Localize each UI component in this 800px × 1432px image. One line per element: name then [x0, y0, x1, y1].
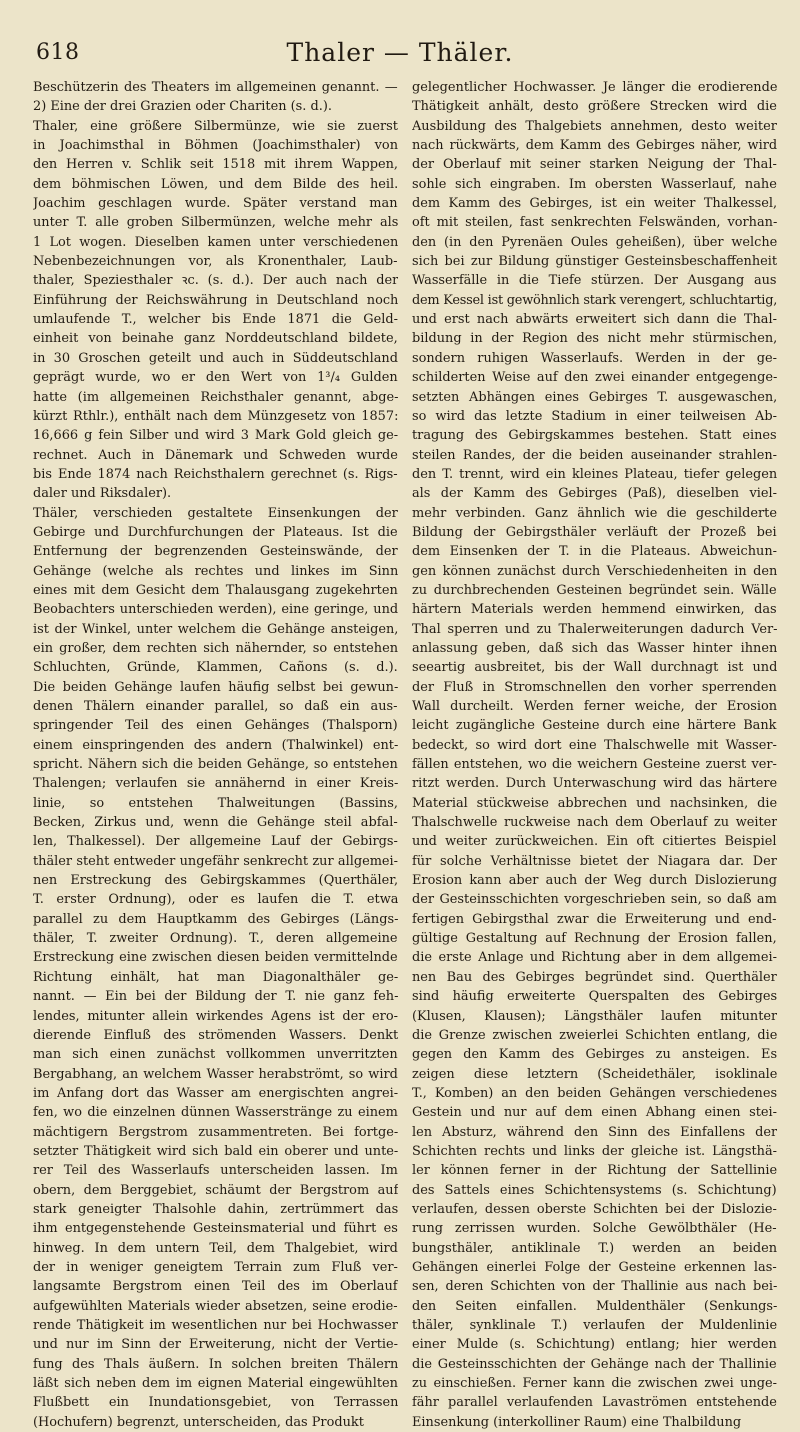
- text-line: thaler, Speziesthaler ꝛc. (s. d.). Der auch nach der: [33, 273, 398, 289]
- text-line: Thalengen; verlaufen sie annähernd in einer Kreis-: [33, 776, 398, 792]
- text-line: Bildung der Gebirgsthäler verläuft der Prozeß bei: [412, 524, 777, 540]
- text-line: sondern ruhigen Wasserlaufs. Werden in der ge-: [412, 350, 777, 366]
- text-line: daler und Riksdaler).: [33, 486, 172, 502]
- text-line: bildung in der Region des nicht mehr stürmischen,: [412, 331, 777, 347]
- text-line: sind häufig erweiterte Querspalten des Gebirges: [412, 989, 777, 1005]
- text-line: die erste Anlage und Richtung aber in dem allgemei-: [412, 950, 777, 966]
- text-line: Beschützerin des Theaters im allgemeinen genannt. —: [33, 80, 398, 95]
- text-line: rende Thätigkeit im wesentlichen nur bei Hochwasser: [33, 1318, 398, 1333]
- text-line: rer Teil des Wasserlaufs unterscheiden lassen. Im: [33, 1163, 398, 1179]
- text-line: nen Erstreckung des Gebirgskammes (Querthäler,: [33, 873, 398, 889]
- text-line: gegen den Kamm des Gebirges zu ansteigen. Es: [412, 1047, 777, 1063]
- text-line: gen können zunächst durch Verschiedenheiten in den: [412, 563, 777, 579]
- text-line: Thal sperren und zu Thalerweiterungen dadurch Ver-: [412, 621, 777, 637]
- text-line: und weiter zurückweichen. Ein oft citiertes Beispiel: [412, 834, 777, 850]
- text-line: nach rückwärts, dem Kamm des Gebirges näher, wird: [412, 138, 777, 154]
- text-line: setzten Abhängen eines Gebirges T. ausgewaschen,: [412, 389, 777, 405]
- text-line: Bergabhang, an welchem Wasser herabströmt, so wird: [33, 1066, 398, 1082]
- text-line: Thätigkeit anhält, desto größere Strecken wird die: [412, 99, 777, 115]
- text-line: ler können ferner in der Richtung der Sattellinie: [412, 1163, 777, 1179]
- text-line: härtern Materials werden hemmend einwirken, das: [412, 602, 777, 618]
- text-line: (Hochufern) begrenzt, unterscheiden, das Produkt: [33, 1414, 364, 1430]
- text-line: thäler, synklinale T.) verlaufen der Muldenlinie: [412, 1318, 777, 1333]
- text-line: Gehängen einerlei Folge der Gesteine erkennen las-: [412, 1259, 777, 1275]
- text-line: Schichten rechts und links der gleiche ist. Längsthä-: [412, 1143, 777, 1159]
- text-line: einheit von beinahe ganz Norddeutschland bildete,: [33, 331, 398, 347]
- text-line: zu durchbrechenden Gesteinen begründet sein. Wälle: [412, 582, 777, 598]
- text-line: fähr parallel verlaufenden Lavaströmen entstehende: [412, 1395, 777, 1411]
- text-line: mehr verbinden. Ganz ähnlich wie die geschilderte: [412, 505, 777, 521]
- text-line: 1 Lot wogen. Dieselben kamen unter verschiedenen: [33, 234, 398, 250]
- text-line: geprägt wurde, wo er den Wert von 1³/₄ Gulden: [33, 370, 398, 386]
- text-line: Entfernung der begrenzenden Gesteinswände, der: [33, 544, 398, 560]
- text-line: eines mit dem Gesicht dem Thalausgang zugekehrten: [33, 582, 398, 598]
- text-line: gültige Gestaltung auf Rechnung der Erosion fallen,: [412, 931, 777, 947]
- text-line: mächtigern Bergstrom zusammentreten. Bei fortge-: [33, 1124, 398, 1140]
- text-line: für solche Verhältnisse bietet der Niagara dar. Der: [412, 853, 777, 869]
- text-line: bedeckt, so wird dort eine Thalschwelle mit Wasser-: [412, 737, 777, 753]
- text-line: Joachim geschlagen wurde. Später verstand man: [33, 196, 398, 212]
- text-line: ist der Winkel, unter welchem die Gehänge ansteigen,: [33, 621, 398, 637]
- text-line: steilen Randes, der die beiden auseinander strahlen-: [412, 447, 777, 463]
- text-line: rechnet. Auch in Dänemark und Schweden wurde: [33, 447, 398, 463]
- text-line: umlaufende T., welcher bis Ende 1871 die Geld-: [33, 312, 398, 328]
- text-line: stark geneigter Thalsohle dahin, zertrümmert das: [33, 1201, 398, 1217]
- text-line: linie, so entstehen Thalweitungen (Bassins,: [33, 795, 398, 811]
- text-line: einem einspringenden des andern (Thalwinkel) ent-: [33, 737, 398, 753]
- text-line: dem böhmischen Löwen, und dem Bilde des heil.: [33, 176, 398, 192]
- text-line: als der Kamm des Gebirges (Paß), dieselben viel-: [412, 486, 777, 502]
- text-line: den (in den Pyrenäen Oules geheißen), über welche: [412, 234, 777, 250]
- text-line: der Gesteinsschichten vorgeschrieben sein, so daß am: [412, 892, 777, 908]
- text-line: so wird das letzte Stadium in einer teilweisen Ab-: [412, 408, 777, 424]
- text-line: sohle sich eingraben. Im obersten Wasserlauf, nahe: [412, 176, 777, 192]
- text-line: thäler, T. zweiter Ordnung). T., deren allgemeine: [33, 931, 398, 947]
- text-line: leicht zugängliche Gesteine durch eine härtere Bank: [412, 718, 777, 734]
- text-line: der Fluß in Stromschnellen den vorher sperrenden: [412, 679, 777, 695]
- text-line: dierende Einfluß des strömenden Wassers. Denkt: [33, 1027, 398, 1043]
- text-line: Die beiden Gehänge laufen häufig selbst bei gewun-: [33, 679, 398, 695]
- text-line: obern, dem Berggebiet, schäumt der Bergstrom auf: [33, 1182, 398, 1198]
- text-line: parallel zu dem Hauptkamm des Gebirges (Längs-: [33, 911, 398, 927]
- text-line: des Sattels eines Schichtensystems (s. Schichtung): [412, 1182, 777, 1198]
- text-line: T., Komben) an den beiden Gehängen verschiedenes: [412, 1085, 777, 1101]
- text-line: T. erster Ordnung), oder es laufen die T. etwa: [33, 892, 398, 908]
- text-line: denen Thälern einander parallel, so daß ein aus-: [33, 699, 398, 714]
- text-line: der in weniger geneigtem Terrain zum Fluß ver-: [33, 1259, 398, 1275]
- text-line: im Anfang dort das Wasser am energischten angrei-: [33, 1085, 398, 1101]
- text-line: ihm entgegenstehende Gesteinsmaterial und führt es: [33, 1221, 398, 1237]
- text-line: rung zerrissen wurden. Solche Gewölbthäler (He-: [412, 1221, 777, 1237]
- text-line: gelegentlicher Hochwasser. Je länger die erodierende: [412, 80, 777, 95]
- text-line: Material stückweise abbrechen und nachsinken, die: [412, 795, 777, 811]
- running-head: Thaler — Thäler.: [286, 38, 514, 67]
- text-line: in 30 Groschen geteilt und auch in Süddeutschland: [33, 350, 398, 366]
- text-line: Thalschwelle ruckweise nach dem Oberlauf zu weiter: [412, 815, 777, 831]
- text-line: den T. trennt, wird ein kleines Plateau, tiefer gelegen: [412, 466, 777, 482]
- text-line: Einsenkung (interkolliner Raum) eine Thalbildung: [412, 1414, 742, 1430]
- text-line: Erosion kann aber auch der Weg durch Dislozierung: [412, 873, 777, 889]
- text-line: zu einschießen. Ferner kann die zwischen zwei unge-: [412, 1376, 777, 1392]
- text-line: sich bei zur Bildung günstiger Gesteinsbeschaffenheit: [412, 254, 777, 270]
- text-line: oft mit steilen, fast senkrechten Felswänden, vorhan-: [412, 215, 777, 231]
- text-line: Richtung einhält, hat man Diagonalthäler ge-: [33, 969, 398, 985]
- text-line: len, Thalkessel). Der allgemeine Lauf der Gebirgs-: [33, 834, 398, 850]
- text-line: fung des Thals äußern. In solchen breiten Thälern: [33, 1356, 398, 1372]
- text-line: der Oberlauf mit seiner starken Neigung der Thal-: [412, 157, 777, 173]
- text-line: seeartig ausbreitet, bis der Wall durchnagt ist und: [412, 660, 777, 676]
- text-line: und nur im Sinn der Erweiterung, nicht der Vertie-: [33, 1337, 398, 1353]
- text-line: fertigen Gebirgsthal zwar die Erweiterung und end-: [412, 911, 777, 927]
- text-line: Wall durcheilt. Werden ferner weiche, der Erosion: [412, 699, 777, 714]
- text-line: Becken, Zirkus und, wenn die Gehänge steil abfal-: [33, 815, 398, 831]
- right-column: [412, 78, 777, 1432]
- text-line: fen, wo die einzelnen dünnen Wasserstränge zu einem: [33, 1105, 398, 1121]
- text-line: thäler steht entweder ungefähr senkrecht zur allgemei-: [33, 853, 398, 869]
- text-line: anlassung geben, daß sich das Wasser hinter ihnen: [412, 640, 777, 656]
- text-line: die Gesteinsschichten der Gehänge nach der Thallinie: [412, 1356, 777, 1372]
- text-line: tragung des Gebirgskammes bestehen. Statt eines: [412, 428, 777, 444]
- text-line: Beobachters unterschieden werden), eine geringe, und: [33, 602, 398, 618]
- text-line: ritzt werden. Durch Unterwaschung wird das härtere: [412, 776, 777, 792]
- text-line: Schluchten, Gründe, Klammen, Cañons (s. d.).: [33, 660, 398, 676]
- text-line: hinweg. In dem untern Teil, dem Thalgebiet, wird: [33, 1240, 398, 1256]
- text-line: Ausbildung des Thalgebiets annehmen, desto weiter: [412, 118, 777, 134]
- text-line: Gebirge und Durchfurchungen der Plateaus. Ist die: [33, 524, 398, 540]
- text-line: man sich einen zunächst vollkommen unverritzten: [33, 1047, 398, 1063]
- text-line: und erst nach abwärts erweitert sich dann die Thal-: [412, 312, 777, 328]
- text-line: bis Ende 1874 nach Reichsthalern gerechnet (s. Rigs-: [33, 466, 398, 482]
- left-column: [33, 78, 398, 1432]
- page-number: 618: [36, 40, 80, 65]
- text-line: aufgewühlten Materials wieder absetzen, seine erodie-: [33, 1298, 398, 1314]
- text-line: bungsthäler, antiklinale T.) werden an beiden: [412, 1240, 777, 1256]
- text-line: den Seiten einfallen. Muldenthäler (Senkungs-: [412, 1298, 777, 1314]
- text-line: ein großer, dem rechten sich nähernder, so entstehen: [33, 640, 398, 656]
- text-line: Nebenbezeichnungen vor, als Kronenthaler, Laub-: [33, 254, 398, 270]
- text-line: 2) Eine der drei Grazien oder Chariten (s. d.).: [33, 99, 332, 115]
- text-line: dem Kamm des Gebirges, ist ein weiter Thalkessel,: [412, 196, 777, 212]
- text-line: fällen entstehen, wo die weichern Gesteine zuerst ver-: [412, 757, 777, 773]
- text-line: (Klusen, Klausen); Längsthäler laufen mitunter: [412, 1008, 777, 1024]
- text-line: Einführung der Reichswährung in Deutschland noch: [33, 292, 398, 308]
- text-line: verlaufen, dessen oberste Schichten bei der Dislozie-: [412, 1201, 777, 1217]
- text-line: dem Einsenken der T. in die Plateaus. Abweichun-: [412, 544, 777, 560]
- text-line: einer Mulde (s. Schichtung) entlang; hier werden: [412, 1337, 777, 1353]
- text-line: Erstreckung eine zwischen diesen beiden vermittelnde: [33, 950, 398, 966]
- text-line: schilderten Weise auf den zwei einander entgegenge-: [412, 370, 777, 386]
- text-line: unter T. alle groben Silbermünzen, welche mehr als: [33, 215, 398, 231]
- text-line: zeigen diese letztern (Scheidethäler, isoklinale: [412, 1066, 777, 1082]
- text-line: läßt sich neben dem im eignen Material eingewühlten: [33, 1376, 398, 1392]
- text-line: langsamte Bergstrom einen Teil des im Oberlauf: [33, 1279, 398, 1295]
- text-line: len Absturz, während den Sinn des Einfallens der: [412, 1124, 777, 1140]
- text-line: die Grenze zwischen zweierlei Schichten entlang, die: [412, 1027, 777, 1043]
- text-line: setzter Thätigkeit wird sich bald ein oberer und unte-: [33, 1143, 398, 1159]
- text-line: spricht. Nähern sich die beiden Gehänge, so entstehen: [33, 757, 398, 773]
- text-line: dem Kessel ist gewöhnlich stark verengert, schluchtartig,: [412, 292, 777, 308]
- text-line: nen Bau des Gebirges begründet sind. Querthäler: [412, 969, 777, 985]
- text-line: in Joachimsthal in Böhmen (Joachimsthaler) von: [33, 138, 398, 154]
- text-line: Gestein und nur auf dem einen Abhang einen stei-: [412, 1105, 777, 1121]
- text-line: Wasserfälle in die Tiefe stürzen. Der Ausgang aus: [412, 273, 777, 289]
- text-line: sen, deren Schichten von der Thallinie aus nach bei-: [412, 1279, 777, 1295]
- text-line: kürzt Rthlr.), enthält nach dem Münzgesetz von 1857:: [33, 408, 398, 424]
- text-line: Thäler, verschieden gestaltete Einsenkungen der: [33, 505, 398, 521]
- text-line: Flußbett ein Inundationsgebiet, von Terrassen: [33, 1395, 398, 1411]
- text-line: hatte (im allgemeinen Reichsthaler genannt, abge-: [33, 389, 398, 405]
- text-line: springender Teil des einen Gehänges (Thalsporn): [33, 718, 398, 734]
- text-line: den Herren v. Schlik seit 1518 mit ihrem Wappen,: [33, 157, 398, 173]
- text-line: nannt. — Ein bei der Bildung der T. nie ganz feh-: [33, 989, 398, 1005]
- text-line: Gehänge (welche als rechtes und linkes im Sinn: [33, 563, 398, 579]
- text-line: Thaler, eine größere Silbermünze, wie sie zuerst: [33, 118, 398, 134]
- text-line: 16,666 g fein Silber und wird 3 Mark Gold gleich ge-: [33, 428, 398, 444]
- text-line: lendes, mitunter allein wirkendes Agens ist der ero-: [33, 1008, 398, 1024]
